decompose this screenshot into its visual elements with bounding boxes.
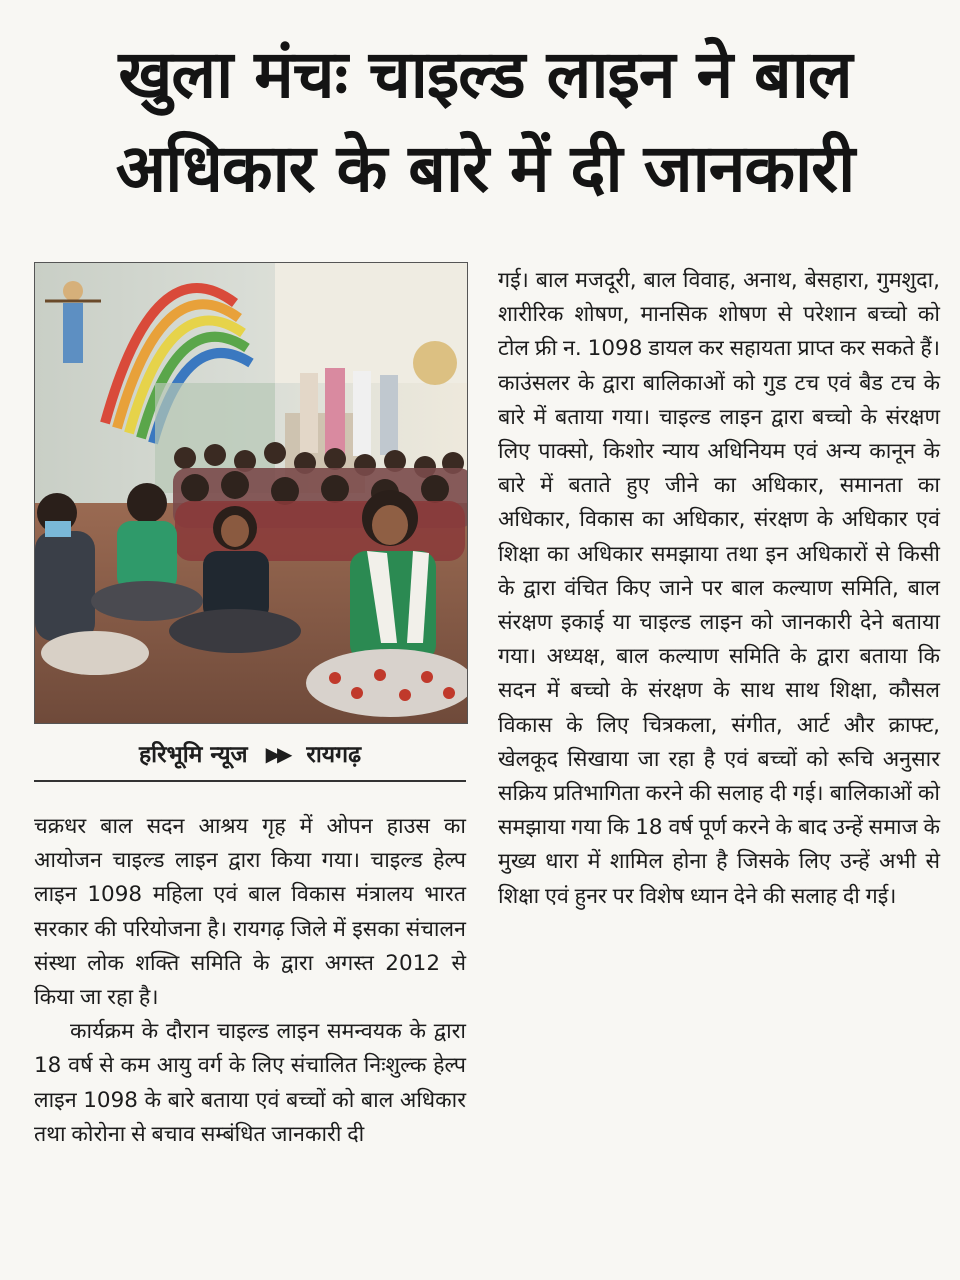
headline: खुला मंचः चाइल्ड लाइन ने बाल अधिकार के बारे में दी जानकारी	[115, 36, 855, 207]
news-source: हरिभूमि न्यूज	[138, 742, 248, 768]
article-column-right	[498, 264, 940, 914]
news-photo	[34, 262, 468, 724]
article-column-left	[34, 810, 466, 1152]
article-paragraph: कार्यक्रम के दौरान चाइल्ड लाइन समन्वयक के द्वारा 18 वर्ष से कम आयु वर्ग के लिए संचालित निःशुल्क हेल्प लाइन 1098 के बारे बताया एवं बच्चों को बाल अधिकार तथा कोरोना से बचाव सम्बंधित जानकारी दी	[34, 1019, 466, 1147]
dateline-arrow-icon: ▶▶	[265, 742, 289, 766]
byline-divider	[34, 780, 466, 782]
dateline	[34, 730, 466, 778]
article-paragraph: गई। बाल मजदूरी, बाल विवाह, अनाथ, बेसहारा, गुमशुदा, शारीरिक शोषण, मानसिक शोषण से परेशान बच्चो को टोल फ्री न. 1098 डायल कर सहायता प्राप्त कर सकते हैं। काउंसलर के द्वारा बालिकाओं को गुड टच एवं बैड टच के बारे में बताया गया। चाइल्ड लाइन द्वारा बच्चो के संरक्षण लिए पाक्सो, किशोर न्याय अधिनियम एवं अन्य कानून के बारे में बताते हुए जीने का अधिकार, समानता का अधिकार, विकास का अधिकार, संरक्षण के अधिकार एवं शिक्षा का अधिकार समझाया तथा इन अधिकारों से किसी के द्वारा वंचित किए जाने पर बाल कल्याण समिति, बाल संरक्षण इकाई या चाइल्ड लाइन को जानकारी देने बताया गया। अध्यक्ष, बाल कल्याण समिति के द्वारा बताया कि सदन में बच्चो के संरक्षण के साथ साथ शिक्षा, कौसल विकास के लिए चित्रकला, संगीत, आर्ट और क्राफ्ट, खेलकूद सिखाया जा रहा है एवं बच्चों को रूचि अनुसार सक्रिय प्रतिभागिता करने की सलाह दी गई। बालिकाओं को समझाया गया कि 18 वर्ष पूर्ण करने के बाद उन्हें समाज के मुख्य धारा में शामिल होना है जिसके लिए उन्हें अभी से शिक्षा एवं हुनर पर विशेष ध्यान देने की सलाह दी गई।	[498, 268, 940, 909]
article-paragraph: चक्रधर बाल सदन आश्रय गृह में ओपन हाउस का आयोजन चाइल्ड लाइन द्वारा किया गया। चाइल्ड हेल्प लाइन 1098 महिला एवं बाल विकास मंत्रालय भारत सरकार की परियोजना है। रायगढ़ जिले में इसका संचालन संस्था लोक शक्ति समिति के द्वारा अगस्त 2012 से किया जा रहा है।	[34, 814, 466, 1011]
dateline-location: रायगढ़	[306, 742, 362, 768]
